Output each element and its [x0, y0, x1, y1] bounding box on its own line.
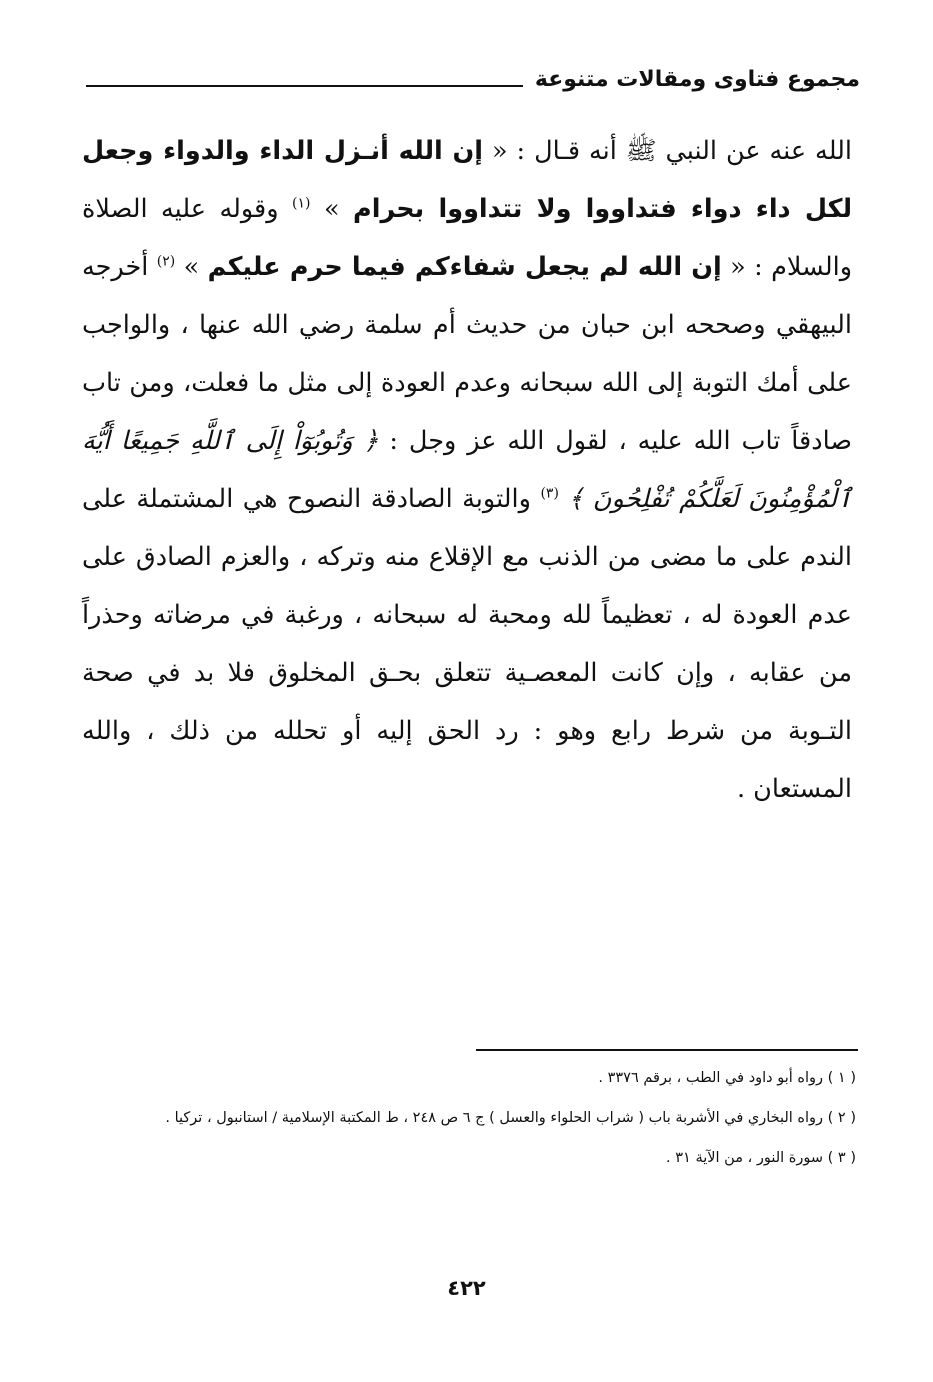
body-segment: وقوله عليه الصلاة والسلام : «: [82, 194, 853, 282]
body-segment: أخرجه البيهقي وصححه ابن حبان من حديث أم سلمة رضي الله عنها ، والواجب على أمك التوبة إلى الله سبحانه وعدم العودة إلى مثل ما فعلت، ومن تاب صادقاً تاب الله عليه ، لقول الله عز وجل :: [82, 252, 853, 456]
footnote: ( ٢ ) رواه البخاري في الأشربة باب ( شراب الحلواء والعسل ) ج ٦ ص ٢٤٨ ، ط المكتبة الإسلامية / استانبول ، تركيا .: [165, 1110, 856, 1126]
footnote: ( ٣ ) سورة النور ، من الآية ٣١ .: [666, 1150, 856, 1166]
header-rule: [86, 85, 523, 87]
hadith-quote: إن الله لم يجعل شفاءكم فيما حرم عليكم: [207, 252, 722, 282]
footnotes: [86, 1058, 856, 1178]
body-paragraph: [82, 122, 852, 818]
footnote-ref: (٣): [540, 485, 559, 502]
header-title: مجموع فتاوى ومقالات متنوعة: [534, 66, 860, 92]
footnote-ref: (٢): [156, 253, 176, 270]
body-segment: »: [183, 252, 200, 282]
footnote-ref: (١): [292, 195, 311, 212]
quran-verse: ﴿ وَتُوبُوٓاْ إِلَى ٱللَّهِ جَمِيعًا أَيُّهَ ٱلْمُؤْمِنُونَ لَعَلَّكُمْ تُفْلِحُونَ ﴾: [82, 426, 853, 514]
hadith-quote: إن الله أنـزل الداء والدواء وجعل لكل داء دواء فتداووا ولا تتداووا بحرام: [82, 136, 853, 224]
body-segment: »: [323, 194, 340, 224]
footnote: ( ١ ) رواه أبو داود في الطب ، برقم ٣٣٧٦ .: [598, 1070, 856, 1086]
body-segment: الله عنه عن النبي ﷺ أنه قـال : «: [491, 136, 853, 166]
footnote-rule: [476, 1049, 858, 1051]
running-header: [86, 58, 860, 100]
body-segment: والتوبة الصادقة النصوح هي المشتملة على الندم على ما مضى من الذنب مع الإقلاع منه وتركه ، والعزم الصادق على عدم العودة له ، تعظيماً لله ومحبة له سبحانه ، ورغبة في مرضاته وحذراً من عقابه ، وإن كانت المعصـية تتعلق بحـق المخلوق فلا بد في صحة التـوبة من شرط رابع وهو : رد الحق إليه أو تحلله من ذلك ، والله المستعان .: [82, 484, 852, 804]
page-number: ٤٢٢: [447, 1276, 486, 1300]
